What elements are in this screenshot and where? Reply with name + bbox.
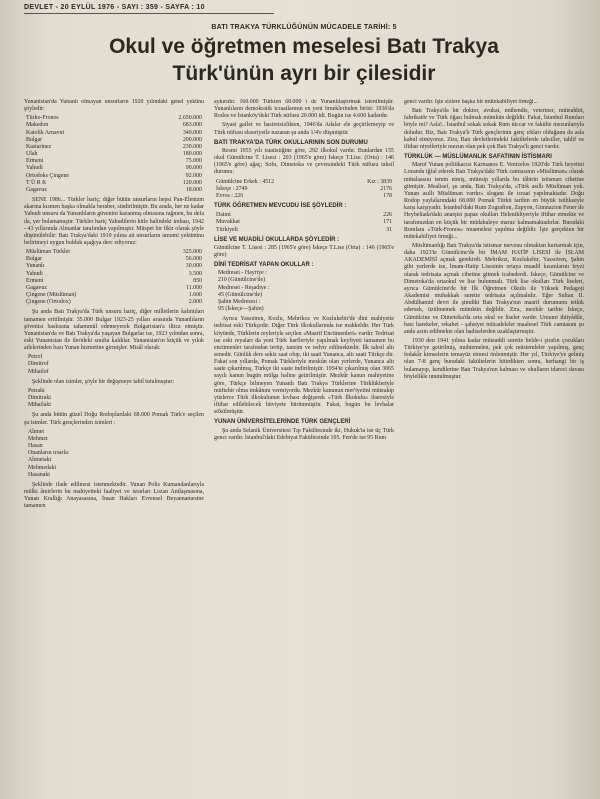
row-value: 92.000 (185, 172, 202, 179)
row-label: T Ü R K (26, 179, 47, 186)
teacher-counts-table (214, 212, 394, 233)
row-value: 2.000 (188, 299, 202, 306)
table-row (214, 186, 394, 193)
row-label: Yunanlı (26, 263, 45, 270)
row-label: Ulah (26, 151, 38, 158)
table-row (24, 299, 204, 306)
table-row (24, 256, 204, 263)
table-row (24, 165, 204, 172)
row-label: Ortodoks Çingene (26, 172, 70, 179)
paragraph: Şeklinde olan isimler, şöyle bir değişmeye tabiî tutulmuştur: (32, 378, 175, 385)
row-label: Katolik Arnavut (26, 129, 65, 136)
headline-line-2: Türk'ünün ayrı bir çilesidir (172, 62, 436, 85)
table-row (24, 285, 204, 292)
row-label: Çingene (Ortodox) (26, 299, 71, 306)
table-row (24, 278, 204, 285)
paragraph: Gümülcine T. Lisesi : 285 (1965'e göre) İskeçe T.Lise (Orta) : 146 (1965'e göre) (214, 244, 394, 258)
table-row (24, 249, 204, 256)
row-label: Yahudi (26, 270, 43, 277)
name-list-changed (28, 388, 204, 409)
table-row (24, 151, 204, 158)
row-label: Ermeni (26, 277, 44, 284)
list-item: Dimitrof (28, 361, 49, 368)
row-value: 1.600 (188, 292, 202, 299)
student-counts-table (214, 179, 394, 200)
paragraph: Ayrıca Yassıören, Kozlu, Mehrikoz ve Kozlukebir'de dini mahiyette tedrisat eski Türkçedir. Diğer Türk ilkokullarında ise mahkeldir. Her Türk köyünde, Türklerin reyleriyle seçilen «Maarif Encümenleri» vardır. Tedrisat ise eski reyaları da yeni Türk harfleriyle yapılmak keyfiyeti tamamen bu encümenler tarafından tertip, tanzim ve tedvir edilmektedir. İlk tahsil altı senedir. Günlük ders sekiz saat olup, iki saati Yunanca, altı saati Türkçe dir. Fakat son yıllarda, Pomak Türkleriyle meskûn olan yerlerde, Yunanca altı saate çıkarılmış, Türkçe iki saate indirilmiştir. 1954'te çıkarılmış olan 3065 sayılı kanun bugün mülga haline getirilmiştir. Mezkûr kanun mahiyetine göre, Türkçe bilmeyen Yunanlı Batı Trakya Türklerine Türklükleriyle müftehir olma imkânını vermiyordu. Mezkûr kanunun mer'iyetini müteakip yüzlerce Türk ilkokulunun levhası değişerek «Türk İlkokulu» ibaresiyle iftihar edilebilecek hüviyete bürünmüştür. Fakat, bugün bu levhalar sökülmüştür. (214, 316, 394, 416)
list-item: Petraki (28, 387, 45, 394)
column-1 (24, 99, 204, 789)
paragraph: 1930 den 1941 yılına kadar müteaddi surette belde-i şirafın çocukları Türkiye'ye getirilmiş, muhtemelen, pek çok müstemleler yapılmış, genç fedakâr kimselerin temayüz etmesi önlenmiştir. Her yıl, Türkiye'ye gelmiş olan 7-8 genç buradaki fakültelerin bitirdikten sonra, herhangi bir iş bulamayıp, kendilerine Batı Trakya'nın kalması ve okulların idareci davası böylelikle unutulmuştur. (404, 338, 584, 380)
table-row (214, 219, 394, 226)
list-item: Ahmet (28, 428, 45, 435)
row-value: 2176 (380, 185, 392, 192)
row-value: 31 (386, 226, 392, 233)
list-item: Hasan (28, 443, 43, 450)
row-value: 230.000 (182, 143, 202, 150)
row-value: 90.000 (185, 165, 202, 172)
row-value: 18.000 (185, 186, 202, 193)
column-2 (214, 99, 394, 789)
list-item: Mihailof (28, 368, 49, 375)
list-item: 95 (İskeçe—Şahin) (218, 306, 264, 313)
row-value: 2.650.000 (178, 115, 202, 122)
table-row (24, 130, 204, 137)
subheading: LİSE VE MUADİLİ OKULLARDA ŞÖYLEDİR : (214, 236, 340, 243)
list-item: Medresei - Hayriye : (218, 270, 267, 277)
row-value: 75.000 (185, 158, 202, 165)
row-label: Kastarinez (26, 143, 52, 150)
row-label: Çingene (Müslüman) (26, 292, 77, 299)
subheading: TÜRK ÖĞRETMEN MEVCUDU İSE ŞÖYLEDİR : (214, 203, 347, 210)
row-label: Makedon (26, 122, 49, 129)
list-item: Ahmetaki (28, 457, 52, 464)
row-label: Bulgar (26, 136, 43, 143)
paragraph: genci vardır. İşte sizlere başka bir mütekabiliyet örneği... (404, 99, 538, 105)
population-table-1910 (24, 249, 204, 306)
headline (24, 33, 584, 87)
row-label: Türko-Fronos (26, 115, 59, 122)
population-table-1920 (24, 115, 204, 194)
list-item: Mehmet (28, 435, 48, 442)
list-item: Mihailaki (28, 402, 51, 409)
row-value: 30.000 (185, 263, 202, 270)
paragraph: Siyasi gaflet ve basiretsizlikten, 1946'da Adalar ele geçirilemeyip ve Türk nüfusu ekseriyetle nazaran şu anda 1/4'e düşmüştür. (214, 122, 394, 136)
paragraph: SENE 1986... Türkler hariç; diğer bütün unsurların hepsi Pan-Elenizm akarına kısmen başka olmakla beraber, sindirilmiştir. Bu arada, her ne kadar Yahudi unsuru da Yunanlıların güvenini kazanmış olmasına rağmen, bu defa da, yer bulamamıştır. Türkler hariç Yahudilerin kitle halindeki imhası, 1942 - 43 yıllarında Almanlar tarafından yapılmıştır. Müspet bir fikir olarak şöyle düşünülebilir: Batı Trakya'daki 1910 yılına ait unsurların umumi yekününu belirtmeyi uygun bulduk aşağıya derc ediyoruz: (24, 197, 204, 246)
list-item: Medresei - Reşadiye : (218, 284, 270, 291)
row-label: Müslüman Türkler (26, 249, 71, 256)
list-item: Petrof (28, 354, 43, 361)
row-value: 325.000 (182, 249, 202, 256)
paragraph: Resmi 1955 yılı istatistiğine göre, 292 ilkokul vardır. Bunlardan 155 okul Gümülcine T. Lisesi : 203 (1965'e göre) İskeçe T.Lise. (Orta) : 146 (1965'e göre) ağaç; Sofu, Dimetoka ve çevresindeki Türk nüfusu tahsil durumu: (214, 147, 394, 176)
list-item: Mehmedaki (28, 464, 57, 471)
row-value: 11.000 (186, 284, 202, 291)
row-value: 683.000 (182, 122, 202, 129)
row-label: Ermeni (26, 158, 44, 165)
paragraph: Batı Trakya'da bir doktor, avukat, mühendis, veteriner, müteahhit, fabrikatör ve Türk öğası bulmak mümkün değildir. Fakat, İstanbul Rumları böyle mi? Asla!.. İstanbul sokak sokak Rum tüccar ve fakülte mezunlarıyla doludur. Biz, Batı Trakya'lı Türk gençlerinin genç ırkları olduğunu da asla kabul etmiyoruz. Zira, Batı devletlerindeki fakültelerde tahsiller, tahlif ve iftihar niyetleriyle mezun olan pek çok Batı Trakya'lı genci vardır. (404, 108, 584, 150)
paragraph: Şeklinde ifade edilmesi istenmektedir. Yunan Polis Kumandanlarıyla mülki âmirlerin bu mahiyetteki faaliyet ve israrları Lozan Antlaşmasına, Yunan Krallığı Anayasasına, İnsan Hakları Evrensel Beyannamesine tamamen (24, 481, 204, 510)
row-label: Bulgar (26, 256, 43, 263)
table-row (214, 227, 394, 234)
row-value: 178 (383, 192, 392, 199)
paragraph: Müslümanlığı Batı Trakya'da istismar mevzuu olmaktan kurtarmak için, daha 1923'te Gümülcine'de bir İMAM HATİP LİSESİ ile İSLAM AKADEMİSİ açmak gerekirdi. Mehrikoz, Kozlukebir, Yassıören, Şahin gibi yerlerde ise, İmam-Hatip Lisesinin ortaya muadil kısımlarını feyzi olarak tedrisata açmak cihetine gitmek icabederdi. İskeçe, Gümülcine ve Dimetoka'da ortaokul ve lise bulunmalı. Türk lise okulları Türk liseleri, ayrıca Gümülcine'de bir İlk Öğretmen Okulu ile Yüksek Pedagoji Akademisi muhakkak surette tedrisata açılmalıdır. Eğer Sultan II. Abdülhamid devri ile şimdiki Batı Trakya'nın maarif durumunu tetkik edersek, üzülmemek mümkün değildir. Zira, mezkûr tarihte İskeçe, Gümülcine ve Dimetoka'da orta okul ve liseler vardır. Umumi ihtiyâdile, bazı harekeler, rekabet - şahsiyet mücadeleler maalesef Türk camiasını şu anda azını edilmekte olan hadiselerden uzaklaştırmıştır. (404, 242, 584, 335)
row-value: 226 (383, 212, 392, 219)
table-row (24, 137, 204, 144)
row-value: 180.000 (182, 151, 202, 158)
list-item: 210 (Gümülcine'de) (218, 277, 266, 284)
paragraph: Şu anda Batı Trakya'da Türk unsuru hariç, diğer milletlerin kalıntıları tamamen eritilmiştir. 35.000 Bulgar 1923-25 yılları arasında Yunanlıların şövenist baskısına tahammül edemeyerek Bulgaristan'a iltica etmiştir. Yunanistan'da ve Batı Trakya'da yaşayan Bulgarlar ise, 1923 yılından sonra, eski Yunanistan ile ilerideki sınıfta kaldılar. Yunanistan'ın küçük ve yıkık ailelerinden bazı Yunan hizmetine girmişler. Misâl olarak: (24, 309, 204, 352)
row-label: Evros : 226 (216, 192, 244, 199)
row-value: 171 (383, 219, 392, 226)
row-label: Gümülcine Erkek : 4512 (216, 178, 275, 185)
row-value: Kız : 3839 (367, 178, 392, 185)
table-row (214, 212, 394, 219)
paragraph: Şu anda Selanik Üniversitesi Tıp Fakültesinde iki, Hukuk'ta ise üç Türk genci vardır. İstanbul'daki Edebiyat Fakültesinde 105. Fen'de ise 95 Rum (214, 427, 394, 441)
row-label: Muvakkat (216, 219, 240, 226)
table-row (24, 158, 204, 165)
table-row (24, 115, 204, 122)
table-row (24, 271, 204, 278)
list-item: Şahin Medresesi : (218, 298, 261, 305)
subheading: DİNİ TEDRİSAT YAPAN OKULLAR : (214, 262, 314, 269)
list-item: Hasanaki (28, 471, 50, 478)
row-label: İskeçe : 2749 (216, 185, 248, 192)
series-kicker: BATI TRAKYA TÜRKLÜĞÜNÜN MÜCADELE TARİHİ: 5 (211, 24, 397, 31)
table-row (24, 187, 204, 194)
subheading: BATI TRAKYA'DA TÜRK OKULLARININ SON DURUMU (214, 139, 368, 146)
column-3 (404, 99, 584, 789)
row-value: 850 (193, 277, 202, 284)
paragraph: Maruf Yunan politikacısı Karmanos E. Venizelos 1920'de Türk heyetini Lozanda iğfal ederek Batı Trakya'daki Türk camiasının «Müslüman» olarak mütalaasını temin etmiş, mütesip yıllarda bu tâbirin istismarı cihetine gitmiştir. Mealisef, şu anda, Batı Trakya'da, «Türk asıllı Müslüman yok. Yunan asıllı Müslüman vardır» sloganı ile icraat yapılmaktadır. Doğu Rodop yaylalarındaki 68.000 Pomak Türkü tarihin en büyük istihlasiyle karşı karşıyadır. İstanbul'daki Rum Zografion, Zapyon, Gimnazion Fener ile Heybeliada'daki anarşist papaz okulları Helenikliyeriyle iftihar etmekte ve tarafımızdan en küçük bir müdahaleye maruz kalmamaktadırlar. Buradaki Rumlara «Türk-Fronos» muamelesi yapılma değildir. İşte gerçekten bir mütekabiliyet örneği... (404, 162, 584, 240)
subheading: YUNAN ÜNİVERSİTELERİNDE TÜRK GENÇLERİ (214, 419, 351, 426)
paragraph: Şu anda bütün güzel Doğu Rodoplardaki 68.000 Pomak Türk'e seçilen şu isimler. Türk gençlerinden isimleri : (24, 412, 204, 426)
subheading: TÜRKLÜK — MÜSLÜMANLIK SAFATININ İSTİSMARI (404, 154, 552, 161)
row-label: Gagavuz (26, 186, 47, 193)
row-label: Daimi (216, 212, 231, 219)
name-list-turkish (28, 429, 204, 479)
row-label: Gagavuz (26, 284, 47, 291)
table-row (24, 144, 204, 151)
row-value: 3.500 (188, 270, 202, 277)
paragraph: Yunanistan'da Yunanlı olmayan unsurların 1920 yılındaki genel yekünu şöyledir: (24, 99, 204, 113)
row-label: Yahudi (26, 165, 43, 172)
name-list-original (28, 354, 204, 375)
headline-line-1: Okul ve öğretmen meselesi Batı Trakya (109, 35, 499, 58)
row-label: Türkiyeli (216, 226, 238, 233)
list-item: 45 (Gümülcine'de) (218, 291, 263, 298)
article-columns (24, 99, 584, 789)
table-row (24, 180, 204, 187)
row-value: 340.000 (182, 129, 202, 136)
row-value: 120.000 (182, 179, 202, 186)
table-row (214, 193, 394, 200)
running-header: DEVLET - 20 EYLÜL 1976 - SAYI : 359 - SAYFA : 10 (24, 4, 274, 14)
table-row (24, 173, 204, 180)
list-item: Onanların ırsarla: (28, 450, 70, 457)
row-value: 200.000 (182, 136, 202, 143)
list-item: Dimitraki (28, 395, 51, 402)
paragraph: aykırıdır. 160.000 Türkten 68.000 i de Yunanlılaştırmak istenilmiştir. Yunanlıların demokratik icraatlarının en yeni örneklerinden birisi: 1936'da Rodos ve İstanköy'deki Türk nüfusu 20.000 idi. Bugün ise 4.600 kadardır. (214, 99, 394, 120)
table-row (214, 179, 394, 186)
religious-schools-list (218, 270, 394, 313)
table-row (24, 122, 204, 129)
table-row (24, 263, 204, 270)
row-value: 56.000 (185, 256, 202, 263)
